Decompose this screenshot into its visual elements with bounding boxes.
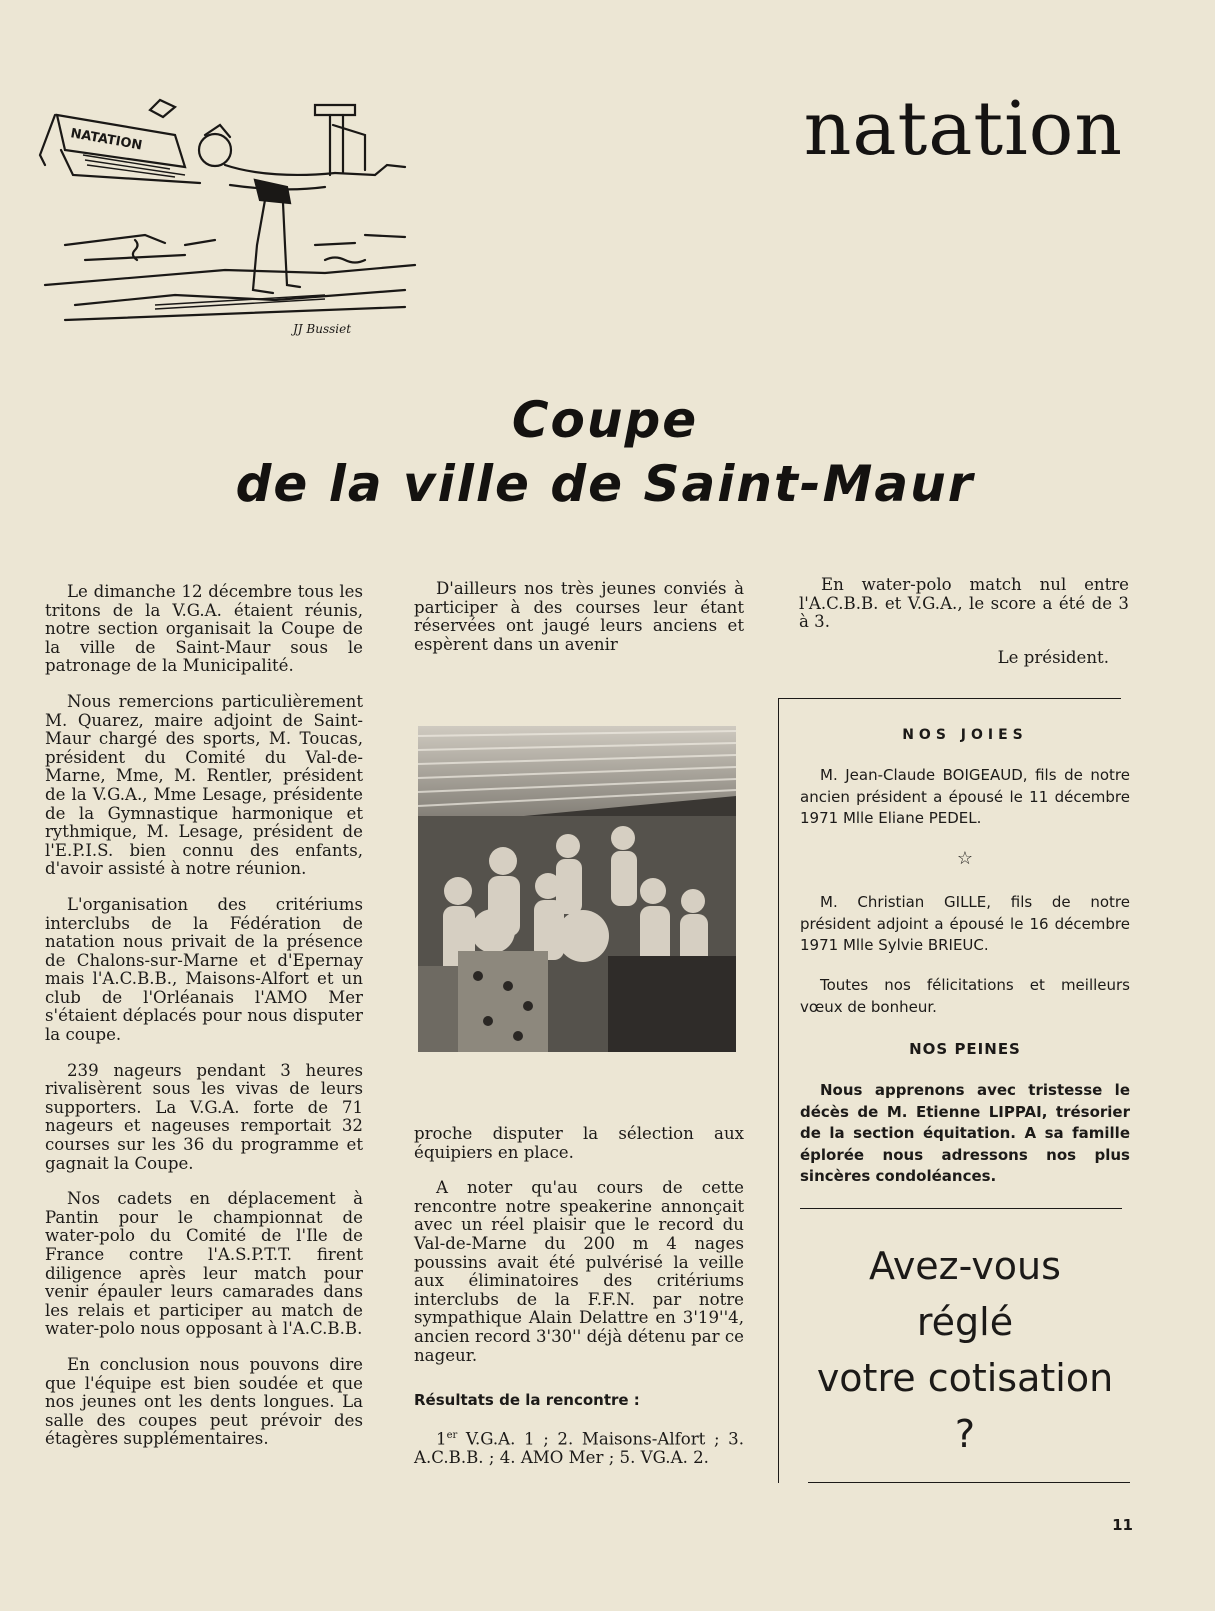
paragraph: En conclusion nous pouvons dire que l'équipe est bien soudée et que nos jeunes ont les dents longues. La salle des coupes peut prévoir des étagères supplémentaires. — [45, 1354, 363, 1449]
box-left-rule — [778, 698, 779, 1483]
cartoon-artist-signature: JJ Bussiet — [293, 322, 352, 336]
headline-line-2: de la ville de Saint-Maur — [235, 455, 975, 513]
box-top-rule — [778, 698, 1121, 699]
results-ordinal: er — [446, 1429, 458, 1441]
article-column-1 — [45, 583, 363, 1466]
membership-reminder — [800, 1238, 1130, 1462]
divider-rule — [800, 1208, 1122, 1209]
joies-item-2: M. Christian GILLE, fils de notre président adjoint a épousé le 16 décembre 1971 Mlle Sylvie BRIEUC. — [800, 893, 1130, 954]
paragraph: D'ailleurs nos très jeunes conviés à participer à des courses leur étant réservées ont jaugé leurs anciens et espèrent dans un avenir — [414, 579, 744, 654]
results-text: V.G.A. 1 ; 2. Maisons-Alfort ; 3. A.C.B.B. ; 4. AMO Mer ; 5. VG.A. 2. — [414, 1429, 744, 1467]
cta-line-2: réglé — [916, 1300, 1014, 1344]
signature: Le président. — [997, 647, 1109, 667]
peines-text: Nous apprenons avec tristesse le décès de M. Etienne LIPPAI, trésorier de la section équitation. A sa famille éplorée nous adressons nos plus sincères condoléances. — [800, 1081, 1130, 1185]
box-bottom-rule — [808, 1482, 1130, 1483]
article-column-2-bottom — [414, 1125, 744, 1484]
article-column-3 — [799, 576, 1129, 684]
paragraph: Nos cadets en déplacement à Pantin pour le championnat de water-polo du Comité de l'Ile de France contre l'A.S.P.T.T. firent diligence après leur match pour venir épauler leurs camarades dans les relais et participer au match de water-polo nous opposant à l'A.C.B.B. — [45, 1189, 363, 1339]
paragraph: 239 nageurs pendant 3 heures rivalisèrent sous les vivas de leurs supporters. La V.G.A. forte de 71 nageurs et nageuses remportait 32 courses sur les 36 du programme et gagnait la Coupe. — [45, 1060, 363, 1173]
paragraph: Le dimanche 12 décembre tous les tritons de la V.G.A. étaient réunis, notre section organisait la Coupe de la ville de Saint-Maur sous le patronage de la Municipalité. — [45, 582, 363, 676]
article-headline — [100, 388, 1110, 516]
results-title: Résultats de la rencontre : — [414, 1391, 640, 1410]
photo-image — [418, 726, 736, 1052]
section-title: natation — [803, 86, 1123, 172]
cta-line-3: votre cotisation — [816, 1356, 1114, 1400]
cta-line-1: Avez-vous — [869, 1244, 1061, 1288]
paragraph: A noter qu'au cours de cette rencontre notre speakerine annonçait avec un réel plaisir que le record du Val-de-Marne du 200 m 4 nages poussins avait été pulvérisé la veille aux éliminatoires des critériums interclubs de la F.F.N. par notre sympathique Alain Delattre en 3'19''4, ancien record 3'30'' déjà détenu par ce nageur. — [414, 1178, 744, 1365]
joies-item-1: M. Jean-Claude BOIGEAUD, fils de notre ancien président a épousé le 11 décembre 1971 Mlle Eliane PEDEL. — [800, 766, 1130, 827]
peines-heading: NOS PEINES — [909, 1040, 1021, 1058]
results-rank: 1 — [436, 1429, 447, 1449]
star-separator-icon: ☆ — [956, 848, 974, 869]
headline-line-1: Coupe — [511, 391, 699, 449]
joies-heading: NOS JOIES — [902, 727, 1028, 743]
joies-wishes: Toutes nos félicitations et meilleurs vœux de bonheur. — [800, 976, 1130, 1016]
page-number: 11 — [1112, 1516, 1133, 1534]
paragraph: proche disputer la sélection aux équipiers en place. — [414, 1124, 744, 1162]
swimmer-cartoon-illustration — [25, 95, 430, 345]
article-column-2-top — [414, 580, 744, 671]
swimmers-group-photo — [418, 726, 736, 1052]
paragraph: Nous remercions particulièrement M. Quarez, maire adjoint de Saint-Maur chargé des sports, M. Toucas, président du Comité du Val-de-Marne, Mme, M. Rentler, président de la V.G.A., Mme Lesage, présidente de la Gymnastique harmonique et rythmique, M. Lesage, président de l'E.P.I.S. bien connu des enfants, d'avoir assisté à notre réunion. — [45, 691, 363, 879]
cartoon-banner-text: NATATION — [69, 126, 144, 154]
paragraph: L'organisation des critériums interclubs de la Fédération de natation nous privait de la présence de Chalons-sur-Marne et d'Epernay mais l'A.C.B.B., Maisons-Alfort et un club de l'Orléanais l'AMO Mer s'étaient déplacés pour nous disputer la coupe. — [45, 894, 363, 1045]
results-list — [414, 1427, 744, 1468]
paragraph: En water-polo match nul entre l'A.C.B.B. et V.G.A., le score a été de 3 à 3. — [799, 575, 1129, 632]
cta-line-4: ? — [954, 1412, 976, 1456]
